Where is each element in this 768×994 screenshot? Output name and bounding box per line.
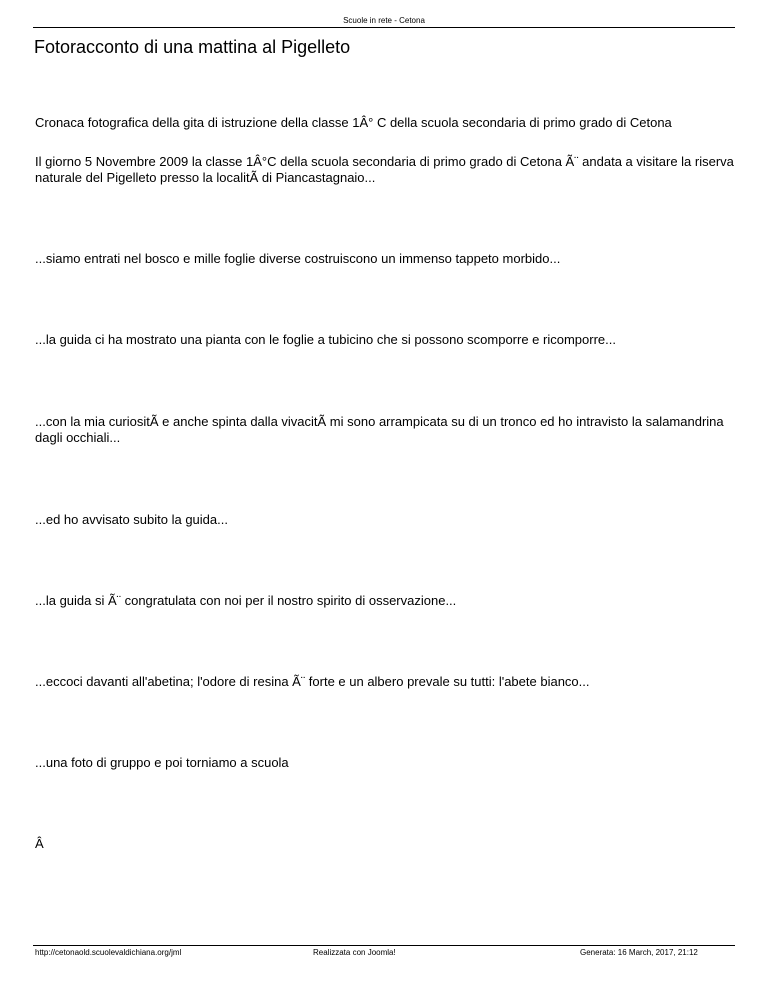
article-paragraph: ...una foto di gruppo e poi torniamo a scuola bbox=[35, 755, 289, 770]
article-paragraph: Il giorno 5 Novembre 2009 la classe 1Â°C della scuola secondaria di primo grado di Cetona Ã¨ andata a visitare la riserva naturale del Pigelleto presso la localitÃ di Piancastagnaio... bbox=[35, 154, 734, 185]
header-divider bbox=[33, 27, 735, 28]
article-intro: Cronaca fotografica della gita di istruzione della classe 1Â° C della scuola secondaria di primo grado di Cetona bbox=[35, 115, 672, 130]
article-paragraph: ...siamo entrati nel bosco e mille foglie diverse costruiscono un immenso tappeto morbido... bbox=[35, 251, 561, 266]
article-paragraph: ...ed ho avvisato subito la guida... bbox=[35, 512, 228, 527]
footer-divider bbox=[33, 945, 735, 946]
article-paragraph: ...la guida ci ha mostrato una pianta con le foglie a tubicino che si possono scomporre e ricomporre... bbox=[35, 332, 616, 347]
article-paragraph: ...con la mia curiositÃ e anche spinta dalla vivacitÃ mi sono arrampicata su di un tronco ed ho intravisto la salamandrina dagli occhiali... bbox=[35, 414, 724, 445]
footer-made-with: Realizzata con Joomla! bbox=[313, 948, 396, 957]
site-header-title: Scuole in rete - Cetona bbox=[343, 16, 425, 25]
footer-generated-date: Generata: 16 March, 2017, 21:12 bbox=[580, 948, 698, 957]
article-paragraph: ...la guida si Ã¨ congratulata con noi per il nostro spirito di osservazione... bbox=[35, 593, 457, 608]
article-paragraph: ...eccoci davanti all'abetina; l'odore di resina Ã¨ forte e un albero prevale su tutti: l'abete bianco... bbox=[35, 674, 590, 689]
page-title: Fotoracconto di una mattina al Pigelleto bbox=[34, 37, 351, 57]
article-paragraph: Â bbox=[35, 836, 44, 851]
footer-url: http://cetonaold.scuolevaldichiana.org/jml bbox=[35, 948, 182, 957]
